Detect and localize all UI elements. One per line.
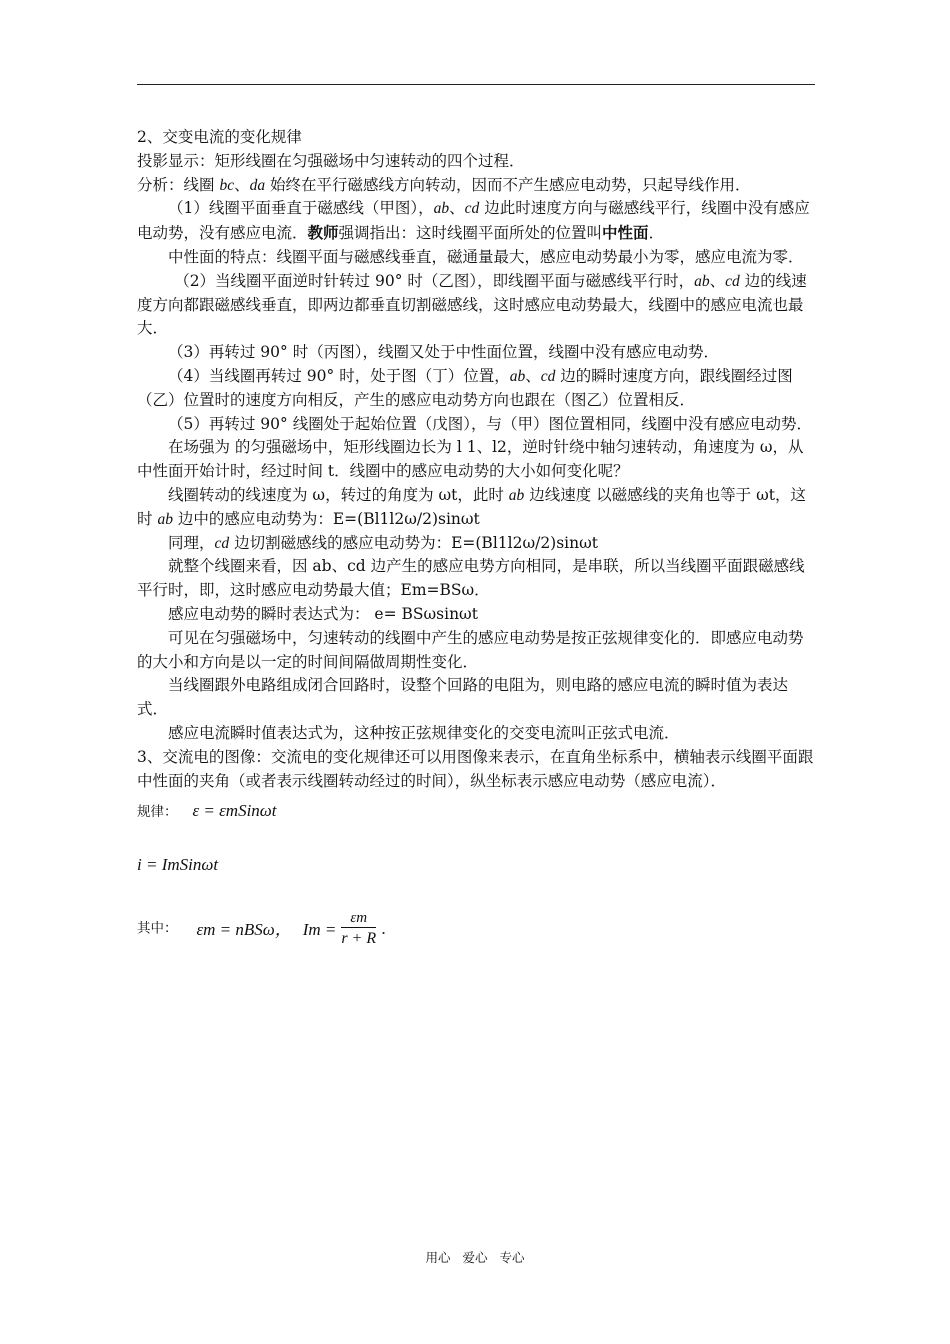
fraction-denominator: r + R [341,930,377,948]
paragraph: （3）再转过 90° 时（丙图），线圈又处于中性面位置，线圈中没有感应电动势． [168,343,719,362]
formula-end: ． [381,919,397,938]
section-heading: 3、交流电的图像：交流电的变化规律还可以用图像来表示，在直角坐标系中，横轴表示线圈平面跟中性面的夹角（或者表示线圈转动经过的时间），纵坐标表示感应电动势（感应电流）． [137,747,814,790]
paragraph: （1）线圈平面垂直于磁感线（甲图），ab、cd 边此时速度方向与磁感线平行，线圈中没有感应电动势，没有感应电流．教师强调指出：这时线圈平面所处的位置叫中性面． [137,199,810,243]
paragraph: 可见在匀强磁场中，匀速转动的线圈中产生的感应电动势是按正弦规律变化的．即感应电动势的大小和方向是以一定的时间间隔做周期性变化． [137,628,804,671]
formula-label: 规律： [137,804,178,821]
page-footer: 用心 爱心 专心 [425,1250,525,1265]
formula-line-2 [137,843,817,909]
paragraph: 感应电流瞬时值表达式为，这种按正弦规律变化的交变电流叫正弦式电流． [168,723,680,742]
paragraph: （5）再转过 90° 线圈处于起始位置（戊图），与（甲）图位置相同，线圈中没有感应电动势． [168,414,812,433]
paragraph: （2）当线圈平面逆时针转过 90° 时（乙图），即线圈平面与磁感线平行时，ab、cd 边的线速度方向都跟磁感线垂直，即两边都垂直切割磁感线，这时感应电动势最大，线圈中的感应电流也最大． [137,271,807,338]
paragraph: 同理，cd 边切割磁感线的感应电动势为：E=(Bl1l2ω/2)sinωt [168,533,598,552]
fraction-numerator: εm [341,909,376,928]
current-max-label: Im = [302,919,337,939]
formula-line-3 [137,909,817,969]
formula-label: 其中： [137,920,178,937]
paragraph: （4）当线圈再转过 90° 时，处于图（丁）位置，ab、cd 边的瞬时速度方向，跟线圈经过图（乙）位置时的速度方向相反，产生的感应电动势方向也跟在（图乙）位置相反． [137,366,793,409]
formula-line-1 [137,799,817,843]
emf-max-formula: εm = nBSω， [196,919,292,939]
section-heading: 2、交变电流的变化规律 [137,128,302,146]
paragraph: 感应电动势的瞬时表达式为： e= BSωsinωt [168,604,478,623]
paragraph: 当线圈跟外电路组成闭合回路时，设整个回路的电阻为，则电路的感应电流的瞬时值为表达式． [137,676,789,719]
paragraph: 在场强为 的匀强磁场中，矩形线圈边长为 l 1、l2，逆时针绕中轴匀速转动，角速度为 ω，从中性面开始计时，经过时间 t．线圈中的感应电动势的大小如何变化呢？ [137,438,804,481]
paragraph: 就整个线圈来看，因 ab、cd 边产生的感应电势方向相同，是串联，所以当线圈平面跟磁感线平行时，即，这时感应电动势最大值；Em=BSω． [137,557,805,600]
paragraph: 线圈转动的线速度为 ω，转过的角度为 ωt，此时 ab 边线速度 以磁感线的夹角也等于 ωt，这时 ab 边中的感应电动势为：E=(Bl1l2ω/2)sinωt [137,485,806,528]
paragraph: 投影显示：矩形线圈在匀强磁场中匀速转动的四个过程． [137,151,525,170]
current-formula: i = ImSinωt [137,855,219,875]
document-body [137,126,817,969]
paragraph: 分析：线圈 bc、da 始终在平行磁感线方向转动，因而不产生感应电动势，只起导线作用． [137,175,751,194]
header-rule [137,84,815,85]
paragraph: 中性面的特点：线圈平面与磁感线垂直，磁通量最大，感应电动势最小为零，感应电流为零． [168,247,804,266]
emf-formula: ε = εmSinωt [192,801,277,821]
current-max-fraction [341,909,376,950]
